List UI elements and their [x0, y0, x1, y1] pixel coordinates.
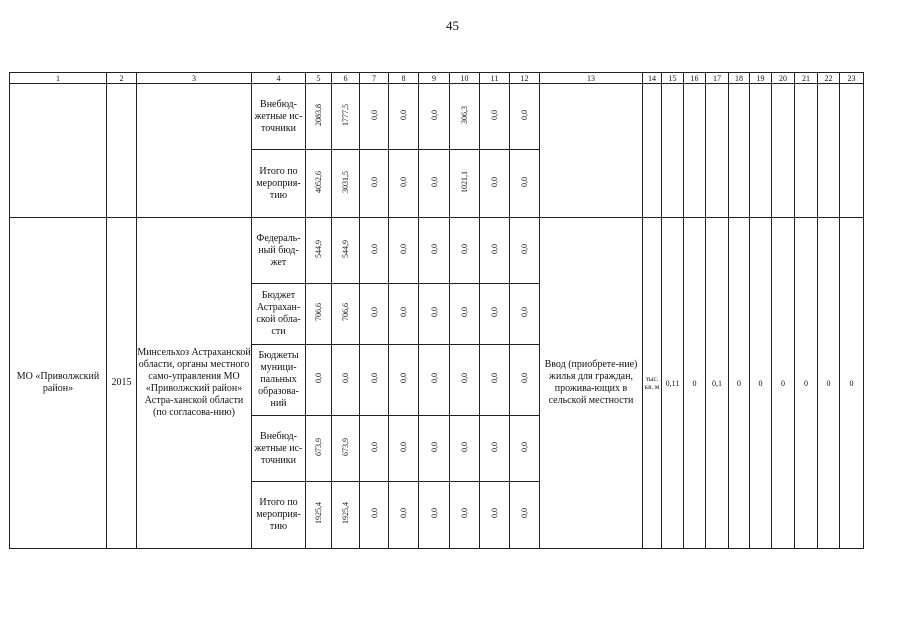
value-cell: 0,0	[389, 284, 419, 345]
col-header: 10	[450, 73, 480, 84]
value-cell: 673,9	[332, 416, 360, 482]
column-number-row	[10, 73, 864, 84]
funding-source: Внебюд-жетные ис-точники	[252, 84, 306, 150]
value-cell: 0,0	[510, 84, 540, 150]
col-header: 13	[540, 73, 643, 84]
value-cell: 0,0	[389, 218, 419, 284]
page-number: 45	[446, 18, 459, 33]
indicator-cell: Ввод (приобрете-ние) жилья для граждан, прожива-ющих в сельской местности	[540, 218, 643, 549]
value-cell: 0,0	[419, 482, 450, 549]
value-cell: 2083,8	[306, 84, 332, 150]
empty-cell	[706, 84, 729, 218]
indicator-value: 0	[795, 218, 818, 549]
value-cell: 0,0	[360, 284, 389, 345]
table-row	[10, 84, 864, 150]
executor-cell: Минсельхоз Астраханской области, органы местного само-управления МО «Приволжский район» Астра-ханской области (по согласова-нию)	[137, 218, 252, 549]
empty-cell	[772, 84, 795, 218]
funding-source: Бюджеты муници-пальных образова-ний	[252, 345, 306, 416]
col-header: 3	[137, 73, 252, 84]
empty-cell	[818, 84, 840, 218]
value-cell: 0,0	[360, 416, 389, 482]
empty-cell	[684, 84, 706, 218]
executor-cell	[137, 84, 252, 218]
value-cell: 3031,5	[332, 150, 360, 218]
col-header: 7	[360, 73, 389, 84]
indicator-value: 0,1	[706, 218, 729, 549]
indicator-cell	[540, 84, 643, 218]
value-cell: 0,0	[510, 150, 540, 218]
empty-cell	[795, 84, 818, 218]
value-cell: 0,0	[360, 84, 389, 150]
value-cell: 0,0	[480, 482, 510, 549]
value-cell: 0,0	[480, 150, 510, 218]
col-header: 9	[419, 73, 450, 84]
value-cell: 0,0	[419, 84, 450, 150]
value-cell: 0,0	[360, 345, 389, 416]
value-cell: 0,0	[389, 345, 419, 416]
value-cell: 0,0	[360, 218, 389, 284]
empty-cell	[662, 84, 684, 218]
indicator-value: 0	[729, 218, 750, 549]
col-header: 23	[840, 73, 864, 84]
col-header: 1	[10, 73, 107, 84]
col-header: 15	[662, 73, 684, 84]
value-cell: 0,0	[389, 416, 419, 482]
col-header: 16	[684, 73, 706, 84]
col-header: 8	[389, 73, 419, 84]
value-cell: 0,0	[510, 218, 540, 284]
empty-cell	[750, 84, 772, 218]
indicator-value: 0,11	[662, 218, 684, 549]
empty-cell	[840, 84, 864, 218]
col-header: 2	[107, 73, 137, 84]
value-cell: 0,0	[480, 284, 510, 345]
empty-cell	[729, 84, 750, 218]
col-header: 20	[772, 73, 795, 84]
value-cell: 0,0	[360, 482, 389, 549]
value-cell: 0,0	[419, 150, 450, 218]
municipality-cell	[10, 84, 107, 218]
value-cell: 544,9	[306, 218, 332, 284]
budget-table	[9, 72, 864, 549]
value-cell: 0,0	[419, 416, 450, 482]
value-cell: 0,0	[510, 482, 540, 549]
value-cell: 0,0	[306, 345, 332, 416]
unit-cell: тыс. кв. м	[643, 218, 662, 549]
indicator-value: 0	[684, 218, 706, 549]
value-cell: 1925,4	[332, 482, 360, 549]
value-cell: 0,0	[389, 482, 419, 549]
value-cell: 1925,4	[306, 482, 332, 549]
value-cell: 0,0	[450, 482, 480, 549]
col-header: 18	[729, 73, 750, 84]
funding-source: Федераль-ный бюд-жет	[252, 218, 306, 284]
value-cell: 673,9	[306, 416, 332, 482]
value-cell: 0,0	[360, 150, 389, 218]
col-header: 6	[332, 73, 360, 84]
value-cell: 0,0	[510, 345, 540, 416]
value-cell: 0,0	[510, 416, 540, 482]
value-cell: 306,3	[450, 84, 480, 150]
indicator-value: 0	[840, 218, 864, 549]
value-cell: 706,6	[306, 284, 332, 345]
col-header: 11	[480, 73, 510, 84]
value-cell: 0,0	[450, 345, 480, 416]
year-cell	[107, 84, 137, 218]
col-header: 21	[795, 73, 818, 84]
municipality-cell: МО «Приволжский район»	[10, 218, 107, 549]
value-cell: 0,0	[389, 84, 419, 150]
value-cell: 0,0	[480, 345, 510, 416]
value-cell: 4052,6	[306, 150, 332, 218]
value-cell: 0,0	[389, 150, 419, 218]
col-header: 17	[706, 73, 729, 84]
value-cell: 544,9	[332, 218, 360, 284]
col-header: 5	[306, 73, 332, 84]
value-cell: 0,0	[480, 416, 510, 482]
funding-source: Итого по мероприя-тию	[252, 482, 306, 549]
value-cell: 0,0	[419, 218, 450, 284]
table-row	[10, 218, 864, 284]
value-cell: 1777,5	[332, 84, 360, 150]
value-cell: 0,0	[450, 284, 480, 345]
indicator-value: 0	[772, 218, 795, 549]
col-header: 12	[510, 73, 540, 84]
col-header: 14	[643, 73, 662, 84]
indicator-value: 0	[750, 218, 772, 549]
value-cell: 0,0	[419, 284, 450, 345]
value-cell: 0,0	[419, 345, 450, 416]
value-cell: 0,0	[480, 84, 510, 150]
funding-source: Итого по мероприя-тию	[252, 150, 306, 218]
indicator-value: 0	[818, 218, 840, 549]
value-cell: 0,0	[480, 218, 510, 284]
empty-cell	[643, 84, 662, 218]
funding-source: Бюджет Астрахан-ской обла-сти	[252, 284, 306, 345]
value-cell: 0,0	[450, 416, 480, 482]
value-cell: 706,6	[332, 284, 360, 345]
value-cell: 0,0	[332, 345, 360, 416]
funding-source: Внебюд-жетные ис-точники	[252, 416, 306, 482]
col-header: 4	[252, 73, 306, 84]
col-header: 19	[750, 73, 772, 84]
value-cell: 1021,1	[450, 150, 480, 218]
value-cell: 0,0	[510, 284, 540, 345]
value-cell: 0,0	[450, 218, 480, 284]
year-cell: 2015	[107, 218, 137, 549]
col-header: 22	[818, 73, 840, 84]
